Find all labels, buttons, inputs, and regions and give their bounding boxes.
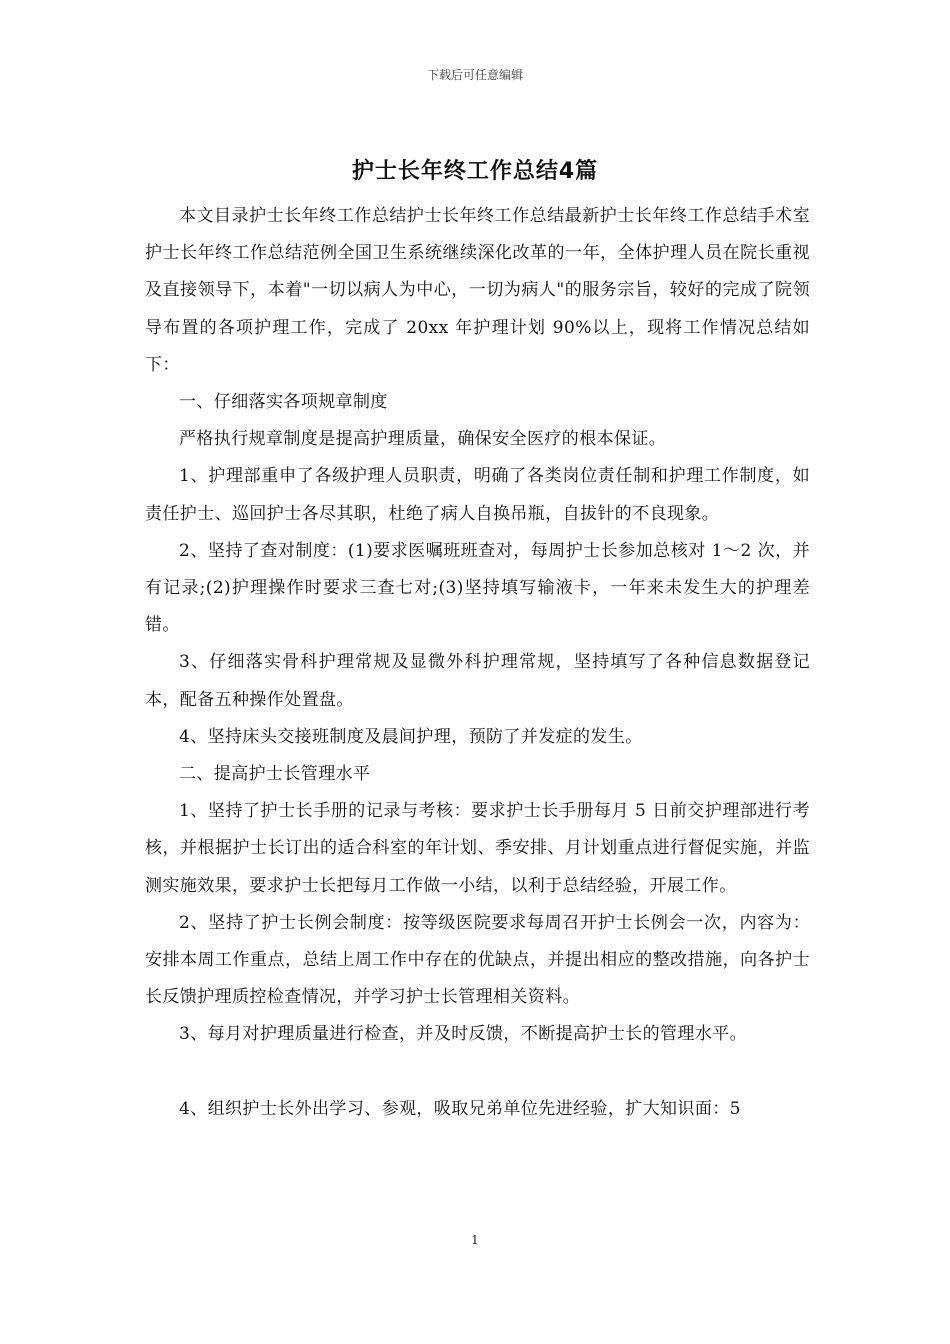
paragraph: 严格执行规章制度是提高护理质量，确保安全医疗的根本保证。 (179, 429, 667, 450)
paragraph: 1、坚持了护士长手册的记录与考核：要求护士长手册每月 5 日前交护理部进行考核，并根据护士长订出的适合科室的年计划、季安排、月计划重点进行督促实施，并监测实施效果，要求护士长把每月工作做一小结，以利于总结经验，开展工作。 (145, 801, 810, 896)
paragraph-intro: 本文目录护士长年终工作总结护士长年终工作总结最新护士长年终工作总结手术室护士长年终工作总结范例全国卫生系统继续深化改革的一年，全体护理人员在院长重视及直接领导下，本着"一切以病人为中心，一切为病人"的服务宗旨，较好的完成了院领导布置的各项护理工作，完成了 20xx 年护理计划 90%以上，现将工作情况总结如下： (145, 206, 810, 375)
document-body (145, 198, 810, 1128)
paragraph: 3、仔细落实骨科护理常规及显微外科护理常规，坚持填写了各种信息数据登记本，配备五种操作处置盘。 (145, 652, 810, 710)
paragraph: 1、护理部重申了各级护理人员职责，明确了各类岗位责任制和护理工作制度，如责任护士、巡回护士各尽其职，杜绝了病人自换吊瓶，自拔针的不良现象。 (145, 466, 810, 524)
paragraph: 4、坚持床头交接班制度及晨间护理，预防了并发症的发生。 (179, 726, 643, 747)
paragraph: 4、组织护士长外出学习、参观，吸取兄弟单位先进经验，扩大知识面：5 (179, 1098, 741, 1119)
section-heading-1: 一、仔细落实各项规章制度 (179, 392, 388, 413)
paragraph: 2、坚持了查对制度：(1)要求医嘱班班查对，每周护士长参加总核对 1～2 次，并有记录;(2)护理操作时要求三查七对;(3)坚持填写输液卡，一年来未发生大的护理差错。 (145, 540, 810, 636)
page-header: 下载后可任意编辑 (426, 68, 523, 82)
paragraph: 3、每月对护理质量进行检查，并及时反馈，不断提高护士长的管理水平。 (179, 1024, 748, 1045)
page-number: 1 (471, 1233, 479, 1247)
section-heading-2: 二、提高护士长管理水平 (179, 764, 371, 785)
document-title: 护士长年终工作总结4篇 (351, 159, 599, 184)
paragraph: 2、坚持了护士长例会制度：按等级医院要求每周召开护士长例会一次，内容为：安排本周工作重点，总结上周工作中存在的优缺点，并提出相应的整改措施，向各护士长反馈护理质控检查情况，并学习护士长管理相关资料。 (145, 912, 810, 1008)
